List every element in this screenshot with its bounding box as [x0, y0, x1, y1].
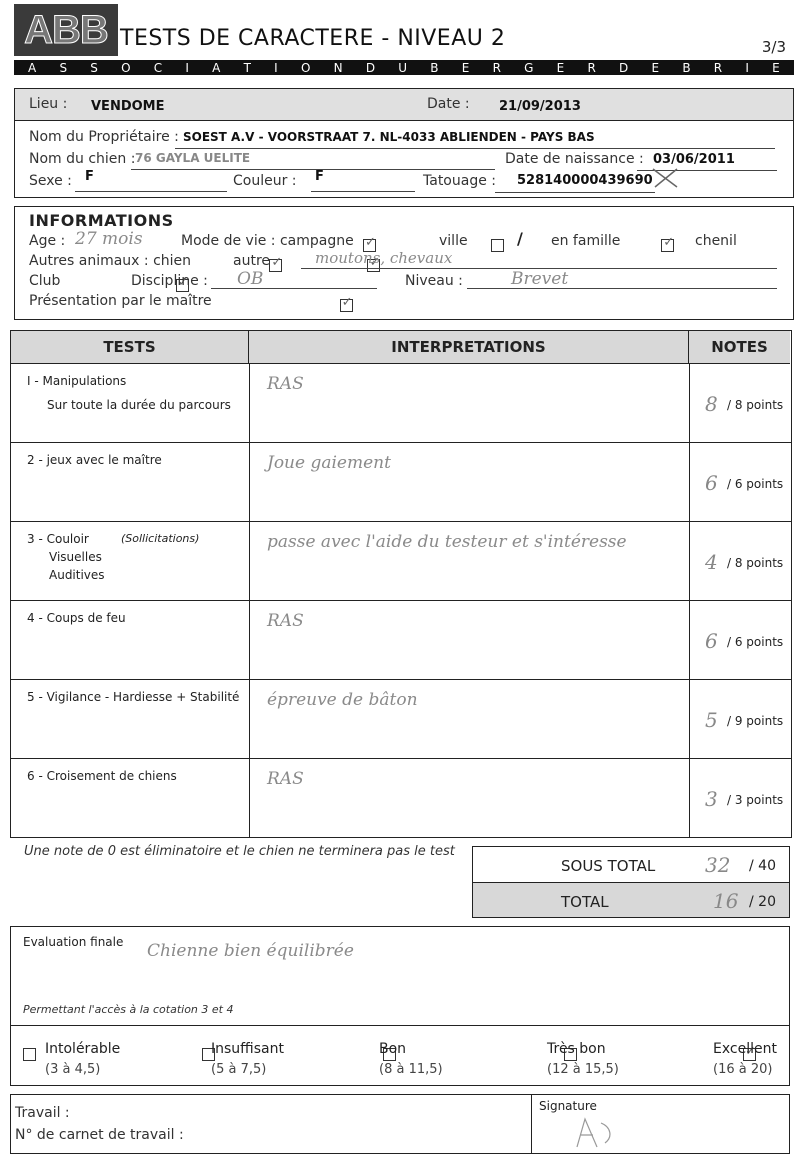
- evaluation-option-range: (3 à 4,5): [45, 1062, 101, 1077]
- owner-value: SOEST A.V - VOORSTRAAT 7. NL-4033 ABLIENDEN - PAYS BAS: [183, 130, 595, 144]
- test-max: / 8 points: [727, 398, 784, 412]
- test-max: / 6 points: [727, 477, 784, 491]
- association-letter: U: [398, 60, 408, 75]
- niveau-label: Niveau :: [405, 273, 463, 289]
- color-value: F: [315, 169, 324, 184]
- travail-label: Travail :: [15, 1105, 70, 1121]
- autre-label: autre: [233, 253, 271, 269]
- evaluation-option-range: (8 à 11,5): [379, 1062, 443, 1077]
- test-max: / 9 points: [727, 714, 784, 728]
- test-label: 5 - Vigilance - Hardiesse + Stabilité: [27, 690, 240, 704]
- test-score: 4: [705, 550, 718, 574]
- club-label: Club: [29, 273, 61, 289]
- col-notes-header: NOTES: [689, 331, 790, 364]
- abb-logo: ABB: [14, 4, 118, 56]
- tattoo-value: 528140000439690: [517, 173, 653, 188]
- evaluation-option-label: Très bon: [547, 1041, 606, 1057]
- evaluation-note: Permettant l'accès à la cotation 3 et 4: [23, 1003, 234, 1016]
- sex-value: F: [85, 169, 94, 184]
- association-letter: O: [300, 60, 311, 75]
- sous-total-label: SOUS TOTAL: [561, 857, 656, 875]
- presentation-checkbox[interactable]: [340, 299, 353, 312]
- signature-scribble-icon: [571, 1113, 621, 1151]
- eliminatory-note: Une note de 0 est éliminatoire et le chien ne terminera pas le test: [24, 844, 455, 859]
- col-tests-header: TESTS: [11, 331, 249, 364]
- autres-animaux-label: Autres animaux : chien: [29, 253, 192, 269]
- tests-table: [10, 330, 792, 838]
- totals-box: [472, 846, 790, 918]
- birth-value: 03/06/2011: [653, 152, 735, 167]
- association-letter: I: [274, 60, 278, 75]
- test-sublabel: Visuelles: [49, 550, 102, 564]
- test-score: 6: [705, 471, 718, 495]
- association-letter: R: [587, 60, 596, 75]
- identity-box: [14, 88, 794, 198]
- test-label-italic: (Sollicitations): [121, 532, 200, 545]
- signature-label: Signature: [539, 1099, 597, 1113]
- informations-box: [14, 206, 794, 320]
- test-interpretation: épreuve de bâton: [267, 690, 418, 710]
- test-score: 3: [705, 787, 718, 811]
- test-label: 2 - jeux avec le maître: [27, 453, 162, 467]
- discipline-hand: OB: [237, 269, 264, 289]
- informations-title: INFORMATIONS: [29, 211, 174, 230]
- association-letter: R: [713, 60, 723, 75]
- evaluation-option-range: (5 à 7,5): [211, 1062, 267, 1077]
- association-letter: D: [365, 60, 376, 75]
- association-banner: [14, 60, 794, 75]
- footer-box: [10, 1094, 790, 1154]
- association-letter: S: [59, 60, 68, 75]
- test-max: / 8 points: [727, 556, 784, 570]
- test-sublabel-2: Auditives: [49, 568, 105, 582]
- test-interpretation: RAS: [267, 374, 304, 394]
- test-sublabel: Sur toute la durée du parcours: [47, 398, 231, 412]
- association-letter: O: [121, 60, 131, 75]
- owner-label: Nom du Propriétaire :: [29, 129, 179, 145]
- association-letter: S: [90, 60, 98, 75]
- chien-checkbox[interactable]: [269, 259, 282, 272]
- evaluation-label: Evaluation finale: [23, 935, 124, 949]
- test-label: I - Manipulations: [27, 374, 127, 388]
- association-letter: B: [682, 60, 691, 75]
- color-label: Couleur :: [233, 173, 297, 189]
- carnet-label: N° de carnet de travail :: [15, 1127, 184, 1143]
- test-max: / 3 points: [727, 793, 784, 807]
- total-value: 16: [713, 889, 739, 913]
- presentation-label: Présentation par le maître: [29, 293, 212, 309]
- test-interpretation: RAS: [267, 769, 304, 789]
- niveau-hand: Brevet: [511, 269, 569, 289]
- test-score: 6: [705, 629, 718, 653]
- association-letter: E: [461, 60, 470, 75]
- test-interpretation: Joue gaiement: [267, 453, 391, 473]
- association-letter: B: [430, 60, 439, 75]
- evaluation-option-label: Insuffisant: [211, 1041, 284, 1057]
- col-interp-header: INTERPRETATIONS: [249, 331, 689, 364]
- association-letter: E: [772, 60, 780, 75]
- test-interpretation: passe avec l'aide du testeur et s'intéresse: [267, 532, 627, 552]
- slash-mark: /: [517, 229, 523, 248]
- mode-label: Mode de vie : campagne: [181, 233, 354, 249]
- date-value: 21/09/2013: [499, 99, 581, 114]
- age-label: Age :: [29, 233, 66, 249]
- test-score: 5: [705, 708, 718, 732]
- evaluation-option-label: Intolérable: [45, 1041, 121, 1057]
- evaluation-option-range: (12 à 15,5): [547, 1062, 619, 1077]
- page-number: 3/3: [761, 38, 786, 56]
- famille-checkbox[interactable]: [661, 239, 674, 252]
- evaluation-option-label: Excellent: [713, 1041, 777, 1057]
- birth-label: Date de naissance :: [505, 151, 644, 167]
- test-score: 8: [705, 392, 718, 416]
- age-hand: 27 mois: [75, 229, 143, 249]
- test-interpretation: RAS: [267, 611, 304, 631]
- association-letter: C: [153, 60, 163, 75]
- evaluation-option-label: Bon: [379, 1041, 407, 1057]
- association-letter: A: [212, 60, 221, 75]
- tattoo-label: Tatouage :: [423, 173, 496, 189]
- association-letter: D: [619, 60, 629, 75]
- dog-label: Nom du chien :: [29, 151, 136, 167]
- association-letter: N: [333, 60, 343, 75]
- date-label: Date :: [427, 96, 470, 112]
- discipline-label: Discipline :: [131, 273, 208, 289]
- test-label: 3 - Couloir: [27, 532, 89, 546]
- evaluation-option-range: (16 à 20): [713, 1062, 773, 1077]
- dog-value: 76 GAYLA UELITE: [135, 151, 251, 165]
- test-label: 4 - Coups de feu: [27, 611, 126, 625]
- association-letter: G: [524, 60, 534, 75]
- test-label: 6 - Croisement de chiens: [27, 769, 177, 783]
- sous-total-max: / 40: [749, 858, 776, 874]
- total-label: TOTAL: [561, 893, 609, 911]
- association-letter: R: [492, 60, 501, 75]
- cross-mark-icon: [651, 167, 679, 189]
- test-max: / 6 points: [727, 635, 784, 649]
- page-title: TESTS DE CARACTERE - NIVEAU 2: [120, 26, 506, 51]
- total-max: / 20: [749, 894, 776, 910]
- famille-label: en famille: [551, 233, 621, 249]
- sous-total-value: 32: [705, 853, 731, 877]
- chenil-label: chenil: [695, 233, 737, 249]
- ville-checkbox[interactable]: [491, 239, 504, 252]
- association-letter: E: [556, 60, 565, 75]
- autre-hand: moutons, chevaux: [315, 249, 453, 267]
- lieu-label: Lieu :: [29, 96, 68, 112]
- association-letter: I: [745, 60, 749, 75]
- ville-label: ville: [439, 233, 468, 249]
- evaluation-hand: Chienne bien équilibrée: [147, 941, 354, 961]
- evaluation-checkbox[interactable]: [23, 1048, 36, 1061]
- sex-label: Sexe :: [29, 173, 72, 189]
- evaluation-box: [10, 926, 790, 1086]
- association-letter: I: [185, 60, 189, 75]
- association-letter: T: [243, 60, 251, 75]
- association-letter: E: [651, 60, 660, 75]
- lieu-value: VENDOME: [91, 99, 165, 114]
- association-letter: A: [28, 60, 37, 75]
